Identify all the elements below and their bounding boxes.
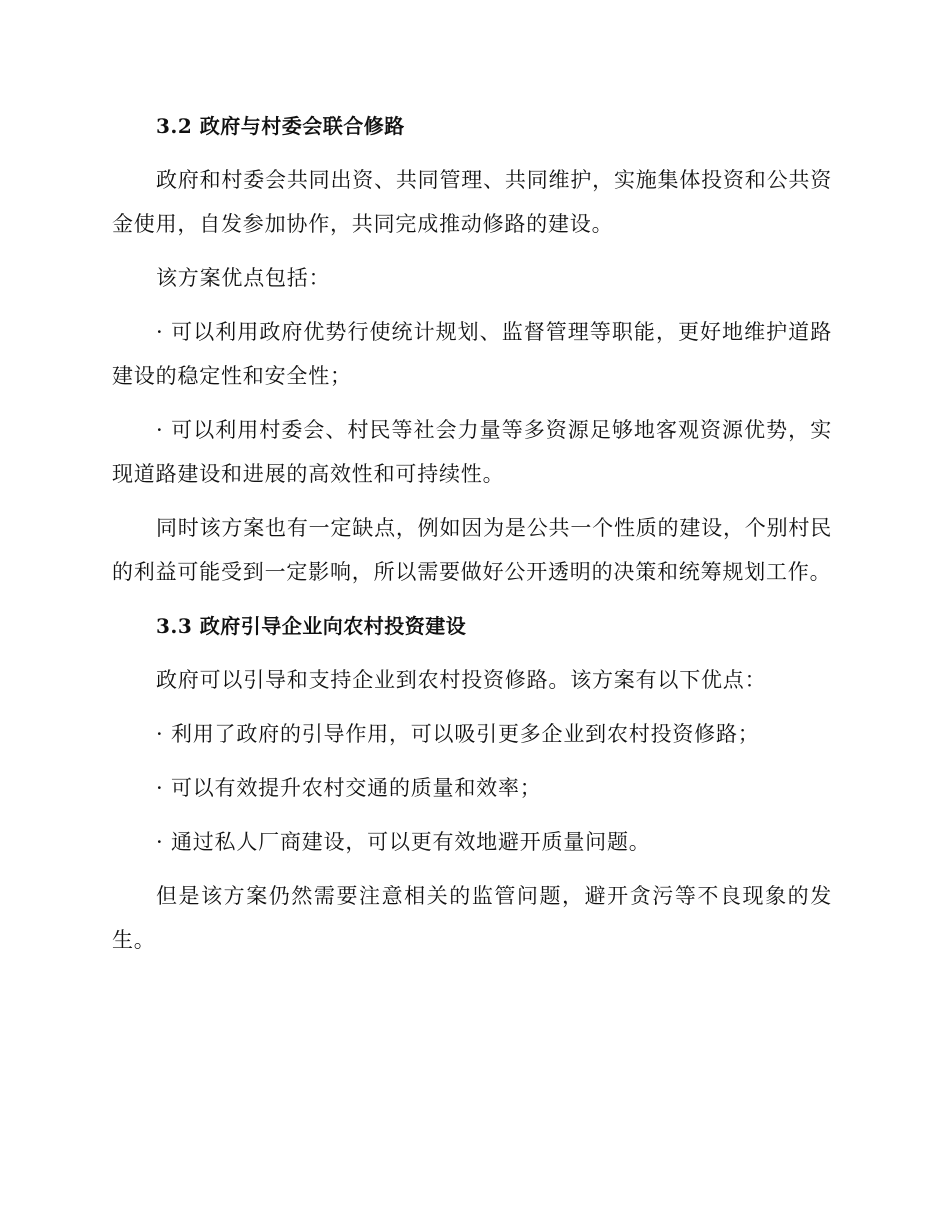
section-3-3-paragraph-2: 但是该方案仍然需要注意相关的监管问题，避开贪污等不良现象的发生。 bbox=[112, 884, 832, 952]
section-3-3-paragraph-1: 政府可以引导和支持企业到农村投资修路。该方案有以下优点： bbox=[156, 668, 767, 692]
document-page bbox=[112, 104, 832, 962]
section-3-3-bullet-2: · 可以有效提升农村交通的质量和效率； bbox=[156, 776, 542, 800]
section-heading-3-3: 3.3 政府引导企业向农村投资建设 bbox=[156, 614, 467, 638]
section-3-2-bullet-1: · 可以利用政府优势行使统计规划、监督管理等职能，更好地维护道路建设的稳定性和安全性； bbox=[112, 320, 832, 388]
section-heading-3-2: 3.2 政府与村委会联合修路 bbox=[156, 114, 405, 138]
section-3-2-paragraph-1: 政府和村委会共同出资、共同管理、共同维护，实施集体投资和公共资金使用，自发参加协作，共同完成推动修路的建设。 bbox=[112, 168, 832, 236]
section-3-3-bullet-3: · 通过私人厂商建设，可以更有效地避开质量问题。 bbox=[156, 830, 651, 854]
section-3-2-paragraph-2: 该方案优点包括： bbox=[156, 266, 331, 290]
section-3-3-bullet-1: · 利用了政府的引导作用，可以吸引更多企业到农村投资修路； bbox=[156, 722, 760, 746]
section-3-2-bullet-2: · 可以利用村委会、村民等社会力量等多资源足够地客观资源优势，实现道路建设和进展的高效性和可持续性。 bbox=[112, 418, 832, 486]
section-3-2-paragraph-3: 同时该方案也有一定缺点，例如因为是公共一个性质的建设，个别村民的利益可能受到一定影响，所以需要做好公开透明的决策和统筹规划工作。 bbox=[112, 516, 832, 584]
